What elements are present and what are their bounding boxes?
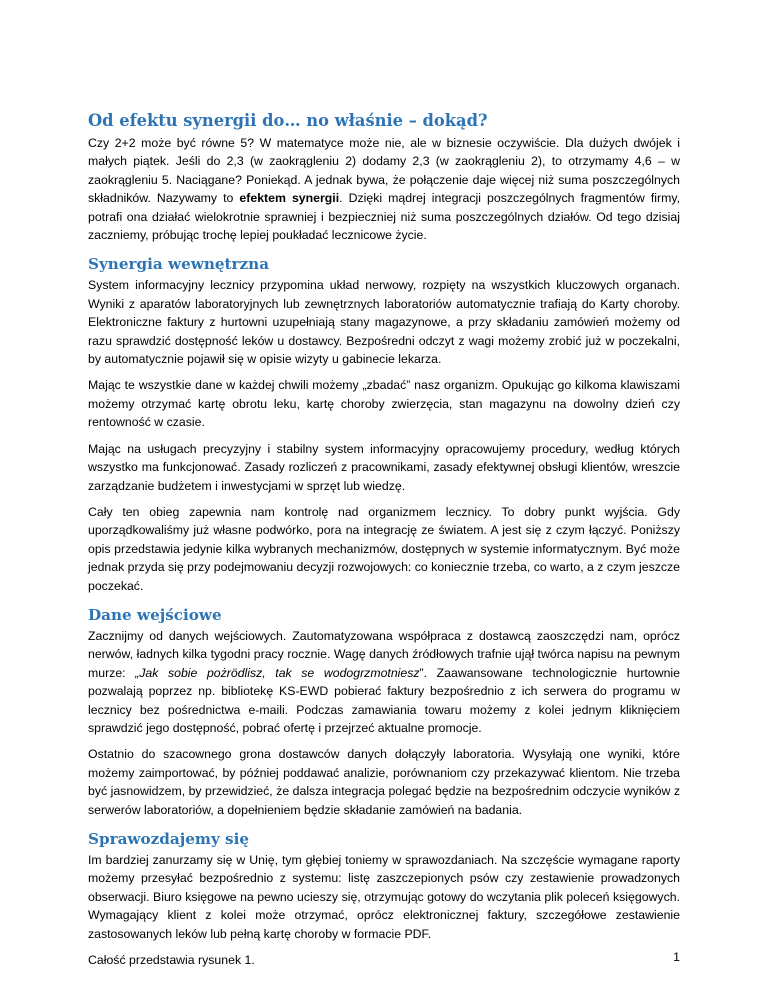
italic-quote: „Jak sobie pożrödlisz, tak se wodogrzmotniesz [135, 665, 420, 680]
intro-paragraph [88, 134, 680, 244]
page-number: 1 [673, 950, 680, 964]
paragraph: Im bardziej zanurzamy się w Unię, tym głębiej toniemy w sprawozdaniach. Na szczęście wymagane raporty możemy przesyłać bezpośrednio z systemu: listę zaszczepionych psów czy zestawienie prowadzonych obserwacji. Biuro księgowe na pewno ucieszy się, otrzymując gotowy do wczytania plik poleceń księgowych. Wymagający klient z kolei może otrzymać, oprócz elektronicznej faktury, szczegółowe zestawienie zastosowanych leków lub pełną kartę choroby w formacie PDF. [88, 853, 680, 941]
intro-text-end: . Dzięki mądrej integracji poszczególnych fragmentów firmy, potrafi ona działać wielokrotnie sprawniej i bezpieczniej niż suma poszczególnych działów. Od tego dzisiaj zaczniemy, próbując trochę lepiej poukładać lecznicowe życie. [88, 191, 681, 243]
section-heading-sprawozdajemy: Sprawozdajemy się [88, 830, 250, 848]
paragraph: Ostatnio do szacownego grona dostawców danych dołączyły laboratoria. Wysyłają one wyniki, które możemy zaimportować, by później poddawać analizie, porównaniom czy przekazywać klientom. Nie trzeba być jasnowidzem, by przewidzieć, że dalsza integracja polegać będzie na bezpośrednim odczycie wyników z serwerów laboratoriów, a dopełnieniem będzie składanie zamówień na badania. [88, 747, 680, 817]
text-run: Zacznijmy od danych wejściowych. Zautomatyzowana współpraca z dostawcą zaoszczędzi nam, oprócz nerwów, ładnych kilka tygodni pracy rocznie. Wagę danych źródłowych trafnie ujął twórca napisu na pewnym murze: [88, 628, 680, 680]
paragraph: System informacyjny lecznicy przypomina układ nerwowy, rozpięty na wszystkich kluczowych organach. Wyniki z aparatów laboratoryjnych lub zewnętrznych laboratoriów automatycznie trafiają do Karty choroby. Elektroniczne faktury z hurtowni uzupełniają stany magazynowe, a przy składaniu zamówień możemy od razu sprawdzić dostępność leków u dostawcy. Bezpośredni odczyt z wagi możemy zrobić już w poczekalni, by automatycznie pojawił się w opisie wizyty u gabinecie lekarza. [88, 278, 680, 367]
document-body [88, 110, 680, 977]
paragraph: Mając na usługach precyzyjny i stabilny system informacyjny opracowujemy procedury, według których wszystko ma funkcjonować. Zasady rozliczeń z pracownikami, zasady efektywnej obsługi klientów, wreszcie zarządzanie budżetem i inwestycjami w sprzęt lub wiedzę. [88, 441, 680, 493]
intro-bold-term: efektem synergii [239, 191, 340, 206]
document-title: Od efektu synergii do… no właśnie – dokąd? [88, 111, 488, 130]
paragraph: Całość przedstawia rysunek 1. [88, 953, 255, 968]
paragraph: Cały ten obieg zapewnia nam kontrolę nad organizmem lecznicy. To dobry punkt wyjścia. Gdy uporządkowaliśmy już własne podwórko, pora na integrację ze światem. A jest się z czym łączyć. Poniższy opis przedstawia jedynie kilka wybranych mechanizmów, dostępnych w systemie informatycznym. Być może jednak przyda się przy podejmowaniu decyzji rozwojowych: co koniecznie trzeba, co warto, a z czym jeszcze poczekać. [88, 504, 680, 593]
intro-text-start: Czy 2+2 może być równe 5? W matematyce może nie, ale w biznesie oczywiście. Dla dużych dwójek i małych piątek. Jeśli do 2,3 (w zaokrągleniu 2) dodamy 2,3 (w zaokrągleniu 2), to otrzymamy 4,6 – w zaokrągleniu 5. Naciągane? Poniekąd. A jednak bywa, że połączenie daje więcej niż suma poszczególnych składników. Nazywamy to [88, 136, 680, 206]
paragraph: Mając te wszystkie dane w każdej chwili możemy „zbadać” nasz organizm. Opukując go kilkoma klawiszami możemy otrzymać kartę obrotu leku, kartę choroby zwierzęcia, stan magazynu na dowolny dzień czy rentowność w czasie. [88, 378, 680, 430]
paragraph [88, 627, 680, 737]
section-heading-synergia: Synergia wewnętrzna [88, 255, 270, 274]
section-heading-dane: Dane wejściowe [88, 605, 222, 624]
text-run: ”. Zaawansowane technologicznie hurtownie pozwalają poprzez np. bibliotekę KS-EWD pobierać faktury bezpośrednio z ich serwera do programu w lecznicy bez pośrednictwa e-maili. Podczas zamawiania towaru możemy z kolei jednym kliknięciem sprawdzić jego dostępność, pobrać ofertę i przejrzeć aktualne promocje. [88, 665, 681, 735]
